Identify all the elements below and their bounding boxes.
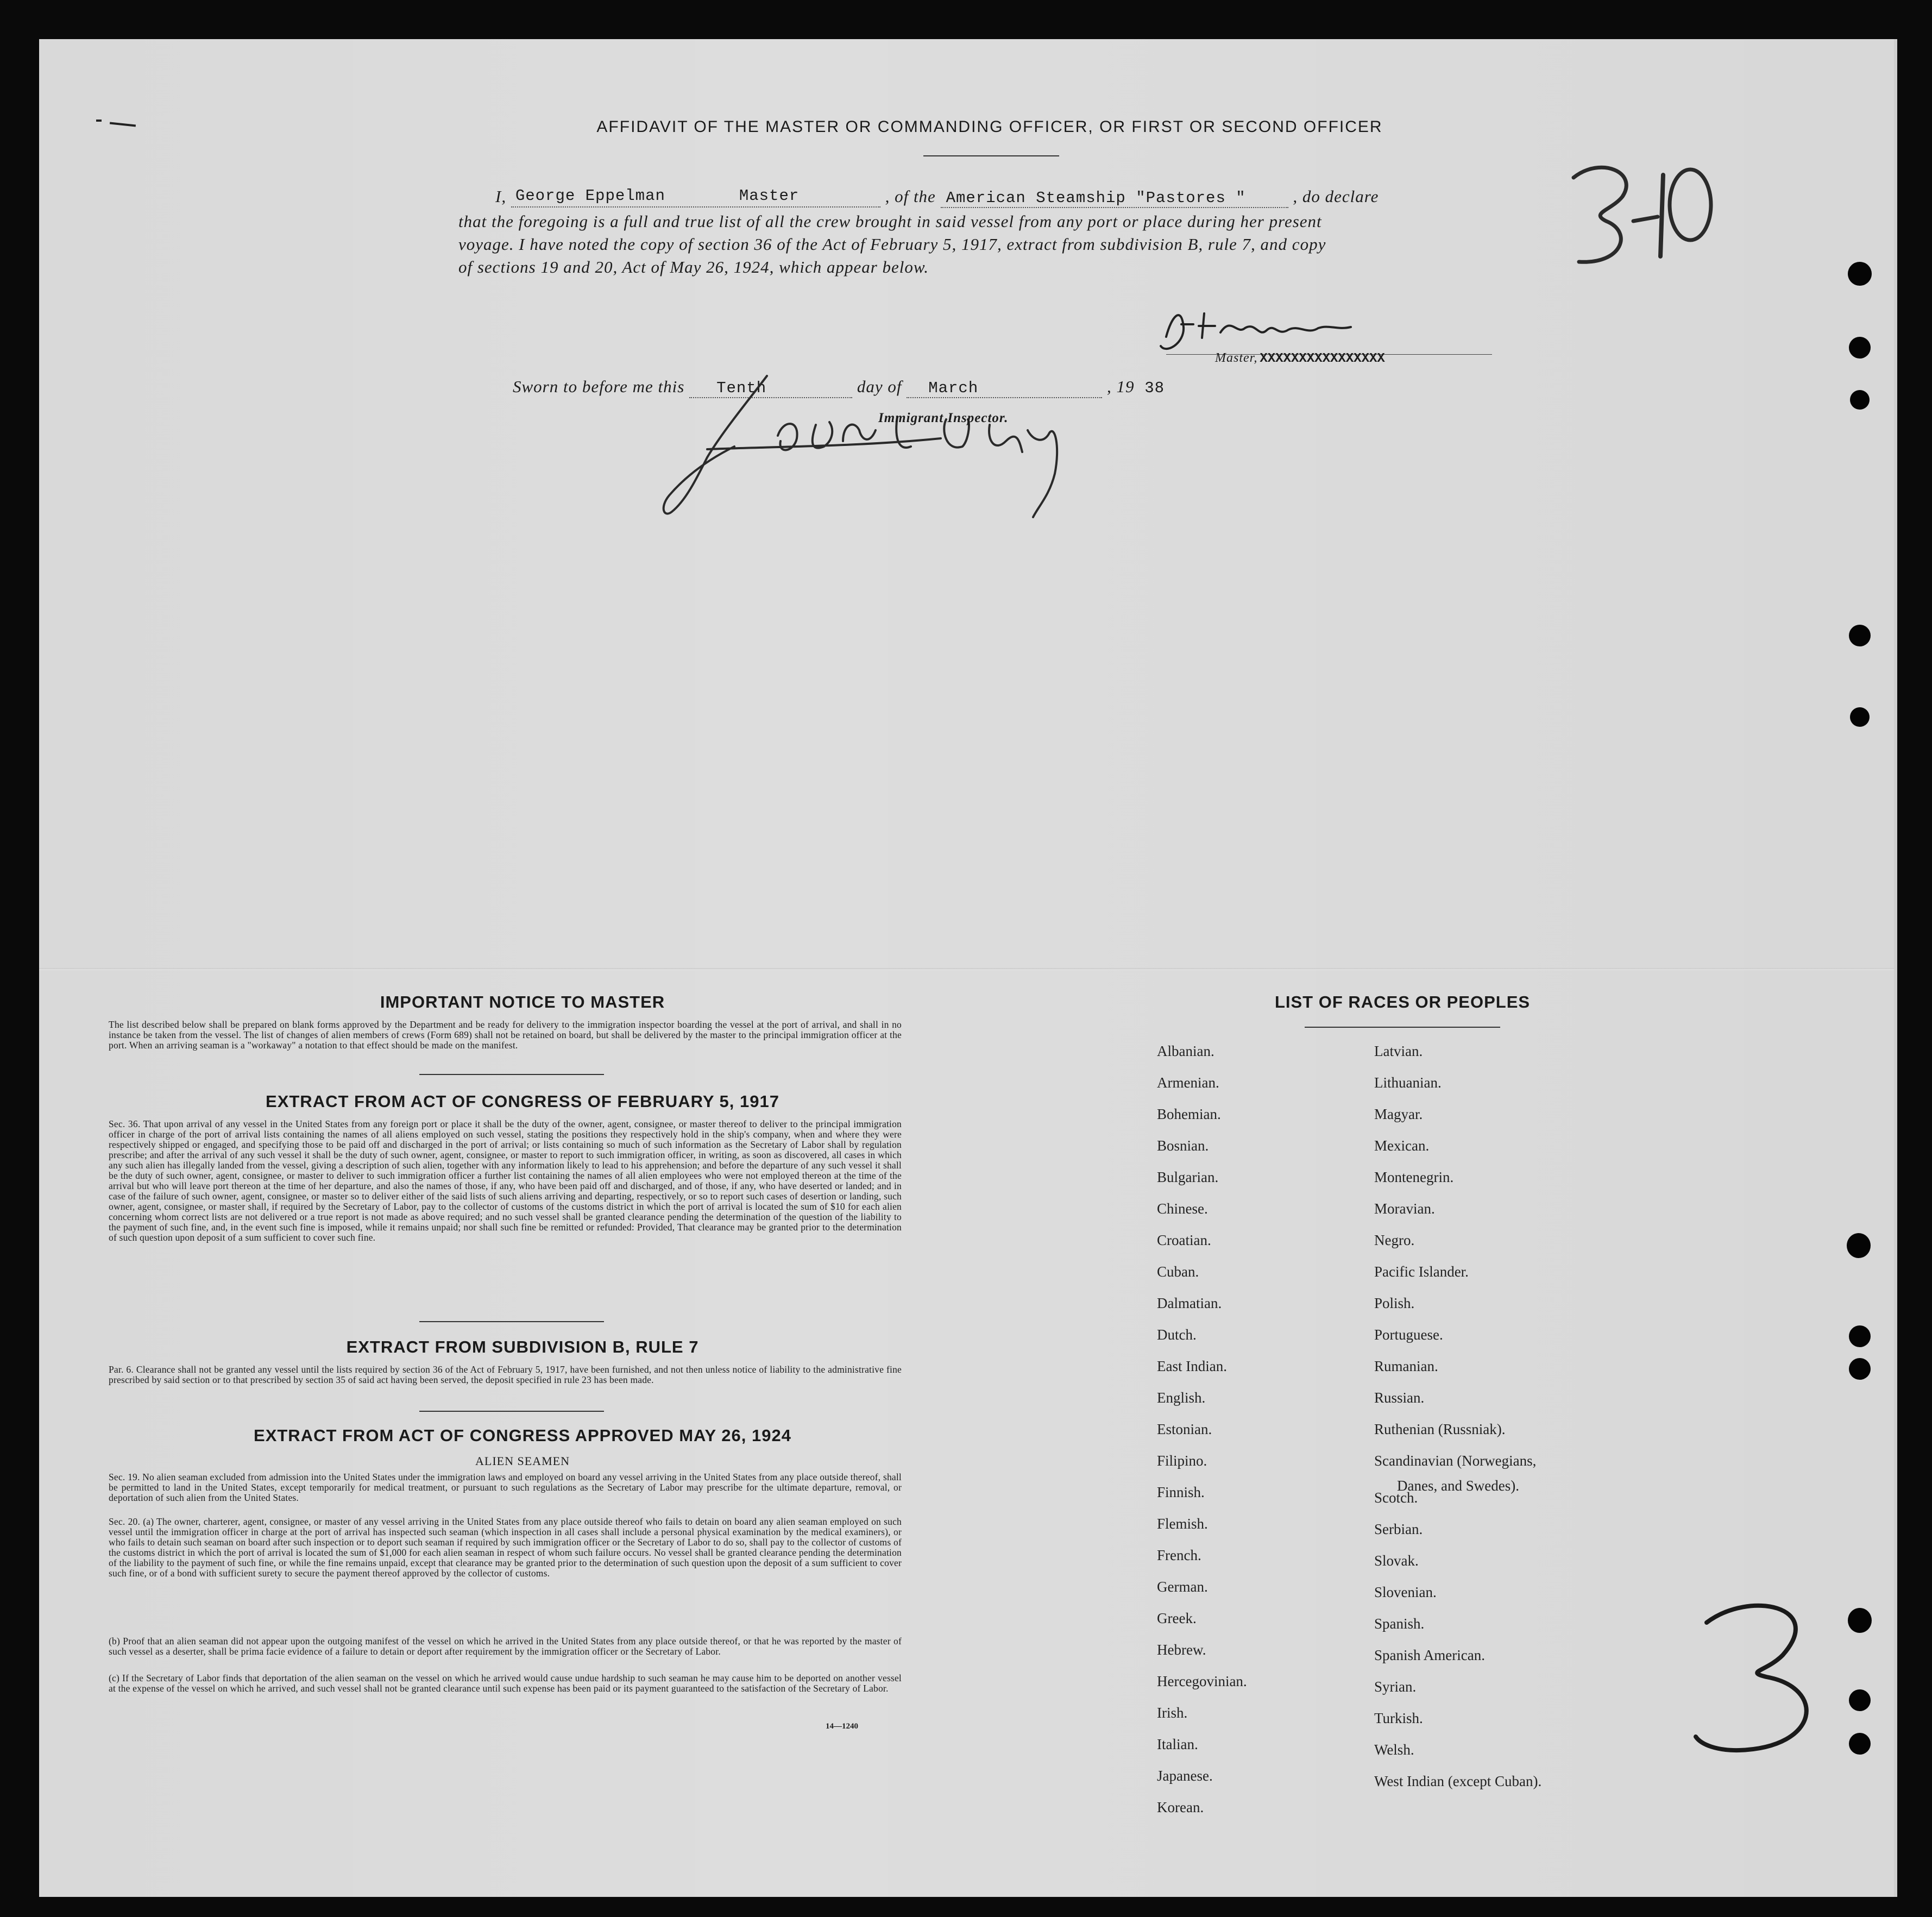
race-item: Pacific Islander. [1374, 1264, 1469, 1280]
race-item: Bosnian. [1157, 1137, 1209, 1154]
extract-1924-title: EXTRACT FROM ACT OF CONGRESS APPROVED MAY 26, 1924 [254, 1426, 791, 1445]
race-item: Scotch. [1374, 1489, 1418, 1506]
binder-hole [1849, 1689, 1871, 1711]
race-item: Bulgarian. [1157, 1169, 1219, 1185]
race-item: Greek. [1157, 1610, 1197, 1626]
race-item: English. [1157, 1390, 1206, 1406]
year-prefix: , 19 [1106, 377, 1135, 396]
race-item: Welsh. [1374, 1742, 1414, 1758]
race-item: Polish. [1374, 1295, 1415, 1311]
sec-20c-text: (c) If the Secretary of Labor finds that deportation of the alien seaman on the vessel on which he arrived would cause undue hardship to such seaman he may cause him to be deported on another vessel at the expense of the vessel on which he arrived, and such vessel shall not be granted clearance until such expense has been paid or its payment guaranteed to the satisfaction of the Secretary of Labor. [109, 1673, 902, 1694]
vessel-name: American Steamship "Pastores " [946, 189, 1246, 207]
race-item: Korean. [1157, 1799, 1204, 1815]
race-item: Bohemian. [1157, 1106, 1221, 1122]
race-item: Negro. [1374, 1232, 1415, 1248]
race-item: Irish. [1157, 1705, 1188, 1721]
race-item: West Indian (except Cuban). [1374, 1773, 1542, 1789]
race-item: Portuguese. [1374, 1327, 1443, 1343]
race-item: Dutch. [1157, 1327, 1197, 1343]
day-of-label: day of [857, 377, 902, 396]
race-item: East Indian. [1157, 1358, 1227, 1374]
of-the-label: , of the [885, 187, 936, 206]
document-page [39, 39, 1897, 1897]
race-item: Slovak. [1374, 1553, 1419, 1569]
races-title-underline [1305, 1027, 1500, 1028]
binder-hole [1847, 1233, 1871, 1258]
race-item: Chinese. [1157, 1201, 1208, 1217]
inspector-signature [615, 365, 1104, 528]
race-item: Filipino. [1157, 1453, 1207, 1469]
race-item: Turkish. [1374, 1710, 1423, 1726]
master-name: George Eppelman [515, 187, 665, 205]
race-item: Spanish. [1374, 1616, 1425, 1632]
race-item: Albanian. [1157, 1043, 1214, 1059]
race-item: Slovenian. [1374, 1584, 1437, 1600]
binder-hole [1849, 625, 1871, 646]
race-item: Ruthenian (Russniak). [1374, 1421, 1506, 1437]
race-item: Croatian. [1157, 1232, 1211, 1248]
race-item: Dalmatian. [1157, 1295, 1222, 1311]
day-value: Tenth [716, 379, 767, 397]
fold-line [39, 968, 1894, 970]
margin-mark-dot [96, 120, 102, 122]
race-item-scandinavian-continued: Danes, and Swedes). [1397, 1478, 1519, 1494]
binder-hole [1850, 390, 1870, 410]
divider-2 [419, 1321, 604, 1322]
notice-text: The list described below shall be prepared on blank forms approved by the Department and be ready for delivery to the immigration inspector boarding the vessel at the port of arrival, and shall in no instance be taken from the vessel. The list of changes of alien members of crews (Form 689) shall not be retained on board, but shall be delivered by the master to the principal immigration officer at the port. When an arriving seaman is a "workaway" a notation to that effect should be made on the manifest. [109, 1019, 902, 1051]
races-title: LIST OF RACES OR PEOPLES [1274, 992, 1531, 1011]
vessel-field [941, 187, 1288, 208]
master-name-field [511, 187, 880, 208]
affidavit-line-1 [495, 187, 1527, 208]
race-item: Syrian. [1374, 1679, 1417, 1695]
extract-1917-title: EXTRACT FROM ACT OF CONGRESS OF FEBRUARY 5, 1917 [266, 1092, 779, 1111]
race-item: Estonian. [1157, 1421, 1212, 1437]
affidavit-line-2: that the foregoing is a full and true list of all the crew brought in said vessel from any port or place during her present [458, 212, 1322, 231]
race-item: Moravian. [1374, 1201, 1435, 1217]
handwritten-page-number-bottom [1685, 1590, 1848, 1758]
race-item: Lithuanian. [1374, 1074, 1442, 1091]
race-item: Rumanian. [1374, 1358, 1438, 1374]
binder-hole [1848, 262, 1872, 286]
title-underline [923, 155, 1059, 156]
notice-title: IMPORTANT NOTICE TO MASTER [380, 992, 665, 1011]
extract-1917-text: Sec. 36. That upon arrival of any vessel in the United States from any foreign port or place it shall be the duty of the owner, agent, consignee, or master thereof to deliver to the principal immigration officer in charge of the port of arrival lists containing the names of all aliens employed on such vessel, stating the positions they respectively hold in the ship's company, when and where they were respectively shipped or engaged, and specifying those to be paid off and discharged in the port of arrival; or lists containing so much of such information as the Secretary of Labor shall by regulation prescribe; and after the arrival of any such vessel it shall be the duty of such owner, agent, consignee, or master to report to such immigration officer, in writing, as soon as discovered, all cases in which any such alien has illegally landed from the vessel, giving a description of such alien, together with any information likely to lead to his apprehension; and before the departure of any such vessel it shall be the duty of such owner, agent, consignee, or master to deliver to such immigration officer a further list containing the names of all alien employees who were not employed thereon at the time of the arrival but who will leave port thereon at the time of her departure, and also the names of those, if any, who have been paid off and discharged, and of those, if any, who have deserted or landed; and in case of the failure of such owner, agent, consignee, or master so to deliver either of the said lists of such aliens arriving and departing, respectively, or so to report such cases of desertion or landing, such owner, agent, consignee, or master shall, if required by the Secretary of Labor, pay to the collector of customs of the customs district in which the port of arrival is located the sum of $10 for each alien concerning whom correct lists are not delivered or a true report is not made as above required; and no such vessel shall be granted clearance pending the determination of the question of the liability to the payment of such fine, and, in the event such fine is imposed, while it remains unpaid; nor shall such fine be remitted or refunded: Provided, That clearance may be granted prior to the determination of such question upon deposit of a sum sufficient to cover such fine. [109, 1118, 902, 1243]
divider-3 [419, 1411, 604, 1412]
sec-20a-text: Sec. 20. (a) The owner, charterer, agent, consignee, or master of any vessel arriving in the United States from any place outside thereof who fails to detain on board any alien seaman employed on such vessel until the immigration officer in charge at the port of arrival has inspected such seaman (which inspection in all cases shall include a personal physical examination by the medical examiners), or who fails to detain such seaman on board after such inspection or to deport such seaman if required by such immigration officer or the Secretary of Labor to do so, shall pay to the collector of customs of the customs district in which the port of arrival is located the sum of $1,000 for each alien seaman in respect of whom such failure occurs. No vessel shall be granted clearance pending the determination of the liability to the payment of such fine, or while the fine remains unpaid, except that clearance may be granted prior to the determination of such question upon the deposit of a sum sufficient to cover such fine, or of a bond with sufficient surety to secure the payment thereof approved by the collector of customs. [109, 1516, 902, 1579]
binder-hole [1850, 707, 1870, 727]
master-signature [1155, 294, 1400, 360]
subdivision-b-title: EXTRACT FROM SUBDIVISION B, RULE 7 [346, 1337, 699, 1356]
sec-20b-text: (b) Proof that an alien seaman did not appear upon the outgoing manifest of the vessel on which he arrived in the United States from any place outside thereof, or that he was reported by the master of such vessel as a deserter, shall be prima facie evidence of a failure to detain or deport after requirement by the immigration officer or the Secretary of Labor. [109, 1636, 902, 1657]
margin-mark [110, 122, 136, 127]
binder-hole [1849, 1358, 1871, 1380]
divider-1 [419, 1074, 604, 1075]
binder-hole [1848, 1608, 1872, 1633]
race-item: Latvian. [1374, 1043, 1423, 1059]
struck-officer-titles: XXXXXXXXXXXXXXXX [1260, 351, 1385, 366]
sec-19-text: Sec. 19. No alien seaman excluded from admission into the United States under the immigration laws and employed on board any vessel arriving in the United States from any place outside thereof, shall be permitted to land in the United States, except temporarily for medical treatment, or pursuant to such regulations as the Secretary of Labor may prescribe for the ultimate departure, removal, or deportation of such alien from the United States. [109, 1472, 902, 1503]
race-item: Cuban. [1157, 1264, 1199, 1280]
race-item: Magyar. [1374, 1106, 1423, 1122]
race-item: Finnish. [1157, 1484, 1205, 1500]
form-number: 14—1240 [826, 1722, 858, 1731]
master-label: Master, [1215, 351, 1258, 365]
month-value: March [928, 379, 979, 397]
inspector-label: Immigrant Inspector. [878, 411, 1009, 425]
year-value: 38 [1144, 379, 1165, 397]
handwritten-page-number-top [1557, 145, 1720, 286]
race-item: Spanish American. [1374, 1647, 1485, 1663]
affidavit-title: AFFIDAVIT OF THE MASTER OR COMMANDING OFFICER, OR FIRST OR SECOND OFFICER [596, 118, 1383, 136]
race-item: Armenian. [1157, 1074, 1219, 1091]
affidavit-line-4: of sections 19 and 20, Act of May 26, 1924, which appear below. [458, 257, 929, 276]
i-label: I, [495, 187, 507, 206]
master-rank: Master [739, 187, 800, 205]
sworn-label: Sworn to before me this [513, 377, 685, 396]
master-title-row [1215, 351, 1385, 366]
binder-hole [1849, 337, 1871, 359]
race-item: French. [1157, 1547, 1201, 1563]
race-item: Mexican. [1374, 1137, 1430, 1154]
binder-hole [1849, 1325, 1871, 1347]
race-item: Hebrew. [1157, 1642, 1206, 1658]
race-item: German. [1157, 1579, 1208, 1595]
alien-seamen-subtitle: ALIEN SEAMEN [475, 1454, 570, 1468]
race-item: Scandinavian (Norwegians, [1374, 1453, 1537, 1469]
race-item: Japanese. [1157, 1768, 1213, 1784]
subdivision-b-text: Par. 6. Clearance shall not be granted any vessel until the lists required by section 36 of the Act of February 5, 1917, have been furnished, and not then unless notice of liability to the administrative fine prescribed by said section or to that prescribed by section 35 of said act having been served, the deposit specified in rule 23 has been made. [109, 1364, 902, 1385]
race-item: Flemish. [1157, 1516, 1208, 1532]
race-item: Russian. [1374, 1390, 1425, 1406]
race-item: Serbian. [1374, 1521, 1423, 1537]
race-item: Hercegovinian. [1157, 1673, 1247, 1689]
race-item: Montenegrin. [1374, 1169, 1454, 1185]
race-item: Italian. [1157, 1736, 1198, 1752]
binder-hole [1849, 1733, 1871, 1755]
do-declare-label: , do declare [1293, 187, 1379, 206]
affidavit-line-3: voyage. I have noted the copy of section 36 of the Act of February 5, 1917, extract from subdivision B, rule 7, and copy [458, 235, 1326, 254]
